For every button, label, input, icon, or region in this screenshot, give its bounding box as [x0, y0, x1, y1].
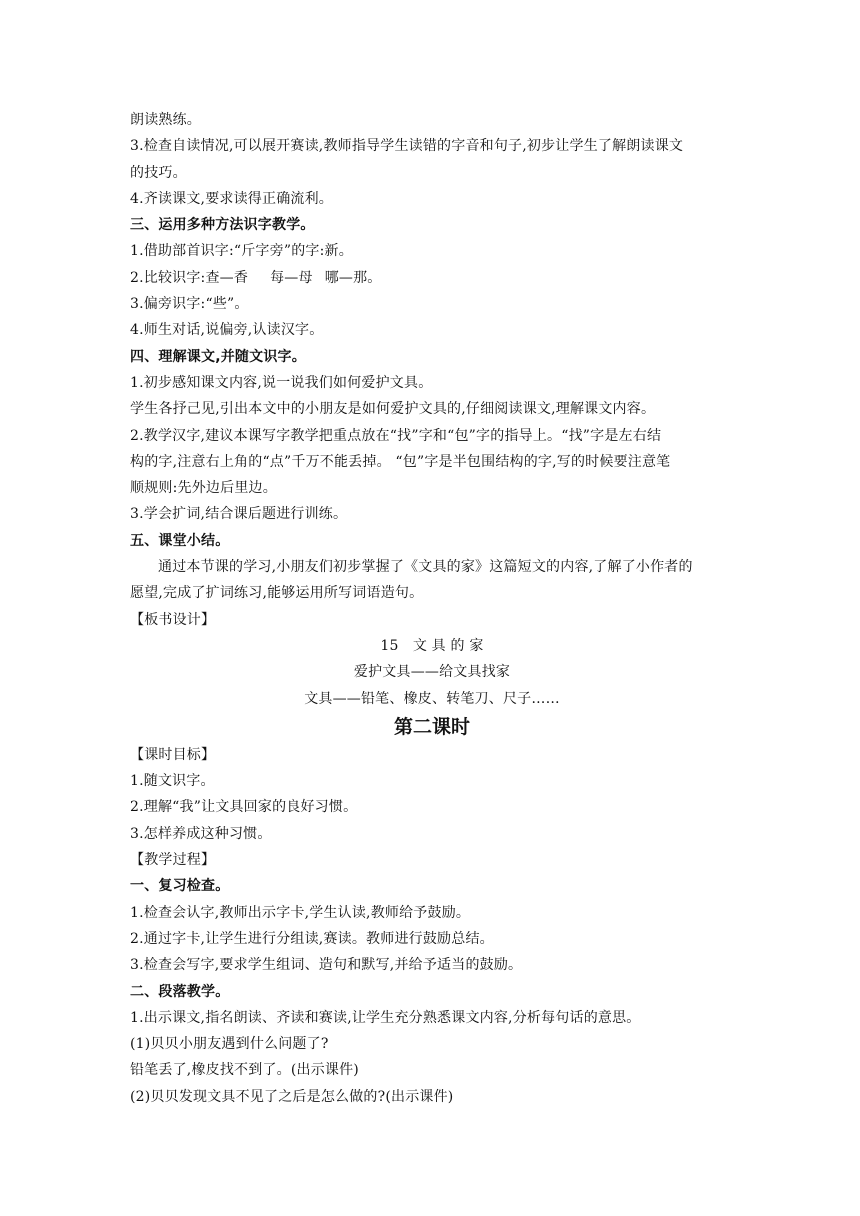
- section-heading: 五、课堂小结。: [130, 532, 230, 549]
- text-line: 1.初步感知课文内容,说一说我们如何爱护文具。: [130, 374, 433, 391]
- text-line: 1.检查会认字,教师出示字卡,学生认读,教师给予鼓励。: [130, 904, 471, 921]
- document-body: [130, 107, 734, 1110]
- text-line: 的技巧。: [130, 164, 187, 181]
- text-line: 3.检查会写字,要求学生组词、造句和默写,并给予适当的鼓励。: [130, 957, 523, 974]
- board-line: 爱护文具——给文具找家: [353, 664, 511, 681]
- text-line: 3.怎样养成这种习惯。: [130, 825, 272, 842]
- text-line: 1.随文识字。: [130, 773, 215, 790]
- board-design-heading: 【板书设计】: [130, 611, 216, 628]
- text-line: 1.出示课文,指名朗读、齐读和赛读,让学生充分熟悉课文内容,分析每句话的意思。: [130, 1009, 641, 1026]
- text-line: 学生各抒己见,引出本文中的小朋友是如何爱护文具的,仔细阅读课文,理解课文内容。: [130, 401, 656, 418]
- text-line: 4.齐读课文,要求读得正确流利。: [130, 190, 334, 207]
- text-line: (1)贝贝小朋友遇到什么问题了?: [130, 1036, 329, 1053]
- section-heading: 四、理解课文,并随文识字。: [130, 348, 306, 365]
- process-heading: 【教学过程】: [130, 852, 216, 869]
- text-line: 2.教学汉字,建议本课写字教学把重点放在“找”字和“包”字的指导上。“找”字是左右结: [130, 427, 662, 444]
- text-line: 3.学会扩词,结合课后题进行训练。: [130, 506, 348, 523]
- text-line: 3.偏旁识字:“些”。: [130, 296, 249, 313]
- lesson-title: 第二课时: [393, 715, 470, 738]
- text-line: 铅笔丢了,橡皮找不到了。(出示课件): [130, 1062, 359, 1079]
- goals-heading: 【课时目标】: [130, 746, 216, 763]
- text-line: 朗读熟练。: [130, 112, 201, 128]
- board-line: 15 文 具 的 家: [380, 637, 484, 654]
- text-line: (2)贝贝发现文具不见了之后是怎么做的?(出示课件): [130, 1088, 454, 1105]
- text-line: 通过本节课的学习,小朋友们初步掌握了《文具的家》这篇短文的内容,了解了小作者的: [158, 559, 693, 576]
- board-line: 文具——铅笔、橡皮、转笔刀、尺子……: [304, 690, 560, 707]
- section-heading: 二、段落教学。: [130, 983, 230, 1000]
- text-line: 顺规则:先外边后里边。: [130, 480, 277, 497]
- text-line: 构的字,注意右上角的“点”千万不能丢掉。 “包”字是半包围结构的字,写的时候要注意笔: [130, 453, 671, 470]
- section-heading: 一、复习检查。: [130, 878, 230, 895]
- compare-pair: 哪—那。: [324, 269, 382, 286]
- compare-pair: 2.比较识字:查—香: [130, 269, 249, 286]
- text-line: 2.通过字卡,让学生进行分组读,赛读。教师进行鼓励总结。: [130, 930, 494, 947]
- text-line: 愿望,完成了扩词练习,能够运用所写词语造句。: [130, 585, 424, 602]
- text-line: 4.师生对话,说偏旁,认读汉字。: [130, 322, 324, 339]
- section-heading: 三、运用多种方法识字教学。: [130, 217, 315, 234]
- text-line: 3.检查自读情况,可以展开赛读,教师指导学生读错的字音和句子,初步让学生了解朗读课文: [130, 138, 684, 155]
- text-line: [130, 265, 734, 291]
- text-line: 2.理解“我”让文具回家的良好习惯。: [130, 799, 358, 816]
- text-line: 1.借助部首识字:“斤字旁”的字:新。: [130, 243, 353, 260]
- compare-pair: 每—母: [270, 269, 313, 286]
